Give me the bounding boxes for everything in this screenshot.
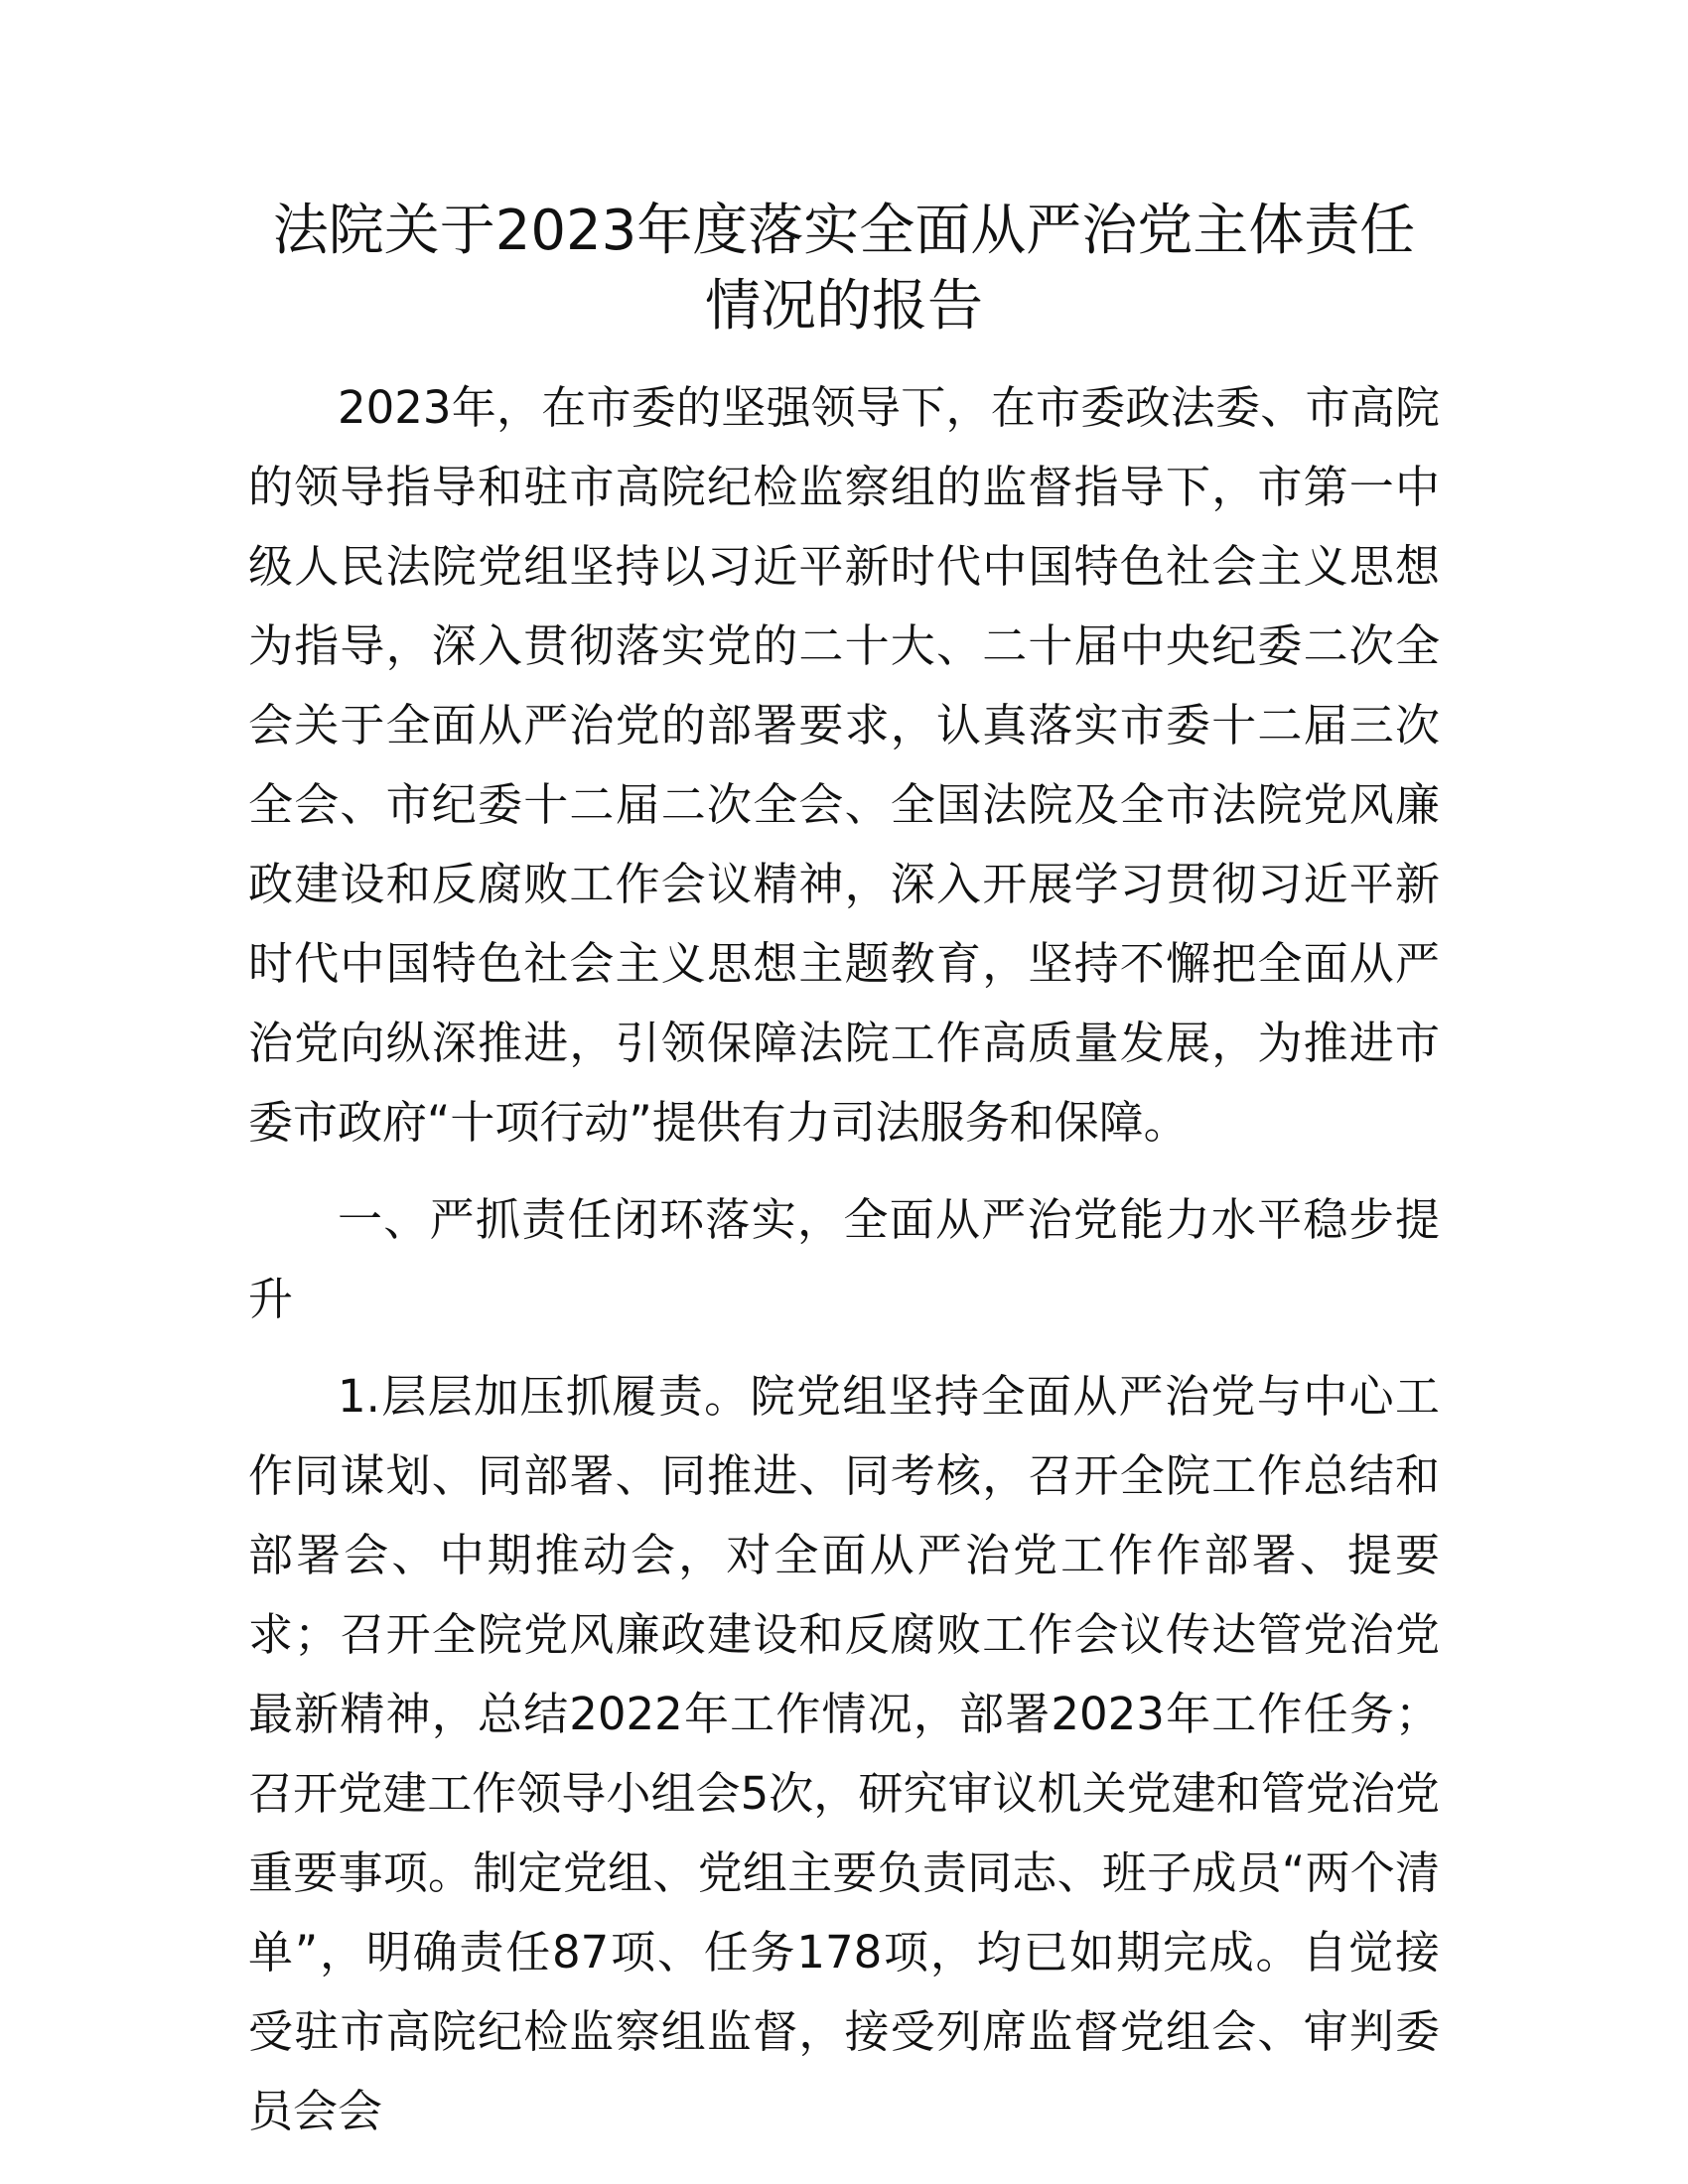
section-item-paragraph: 1.层层加压抓履责。院党组坚持全面从严治党与中心工作同谋划、同部署、同推进、同考核，召开全院工作总结和部署会、中期推动会，对全面从严治党工作作部署、提要求；召开全院党风廉政建设和反腐败工作会议传达管党治党最新精神，总结2022年工作情况，部署2023年工作任务；召开党建工作领导小组会5次，研究审议机关党建和管党治党重要事项。制定党组、党组主要负责同志、班子成员“两个清单”，明确责任87项、任务178项，均已如期完成。自觉接受驻市高院纪检监察组监督，接受列席监督党组会、审判委员会会 — [248, 1370, 1440, 2137]
document-page — [248, 194, 1440, 2151]
title-line-1: 法院关于2023年度落实全面从严治党主体责任 — [272, 199, 1416, 263]
section-heading: 一、严抓责任闭环落实，全面从严治党能力水平稳步提升 — [248, 1193, 1440, 1325]
document-title — [248, 194, 1440, 344]
title-line-2: 情况的报告 — [705, 274, 983, 339]
intro-paragraph: 2023年，在市委的坚强领导下，在市委政法委、市高院的领导指导和驻市高院纪检监察组的监督指导下，市第一中级人民法院党组坚持以习近平新时代中国特色社会主义思想为指导，深入贯彻落实党的二十大、二十届中央纪委二次全会关于全面从严治党的部署要求，认真落实市委十二届三次全会、市纪委十二届二次全会、全国法院及全市法院党风廉政建设和反腐败工作会议精神，深入开展学习贯彻习近平新时代中国特色社会主义思想主题教育，坚持不懈把全面从严治党向纵深推进，引领保障法院工作高质量发展，为推进市委市政府“十项行动”提供有力司法服务和保障。 — [248, 381, 1440, 1149]
